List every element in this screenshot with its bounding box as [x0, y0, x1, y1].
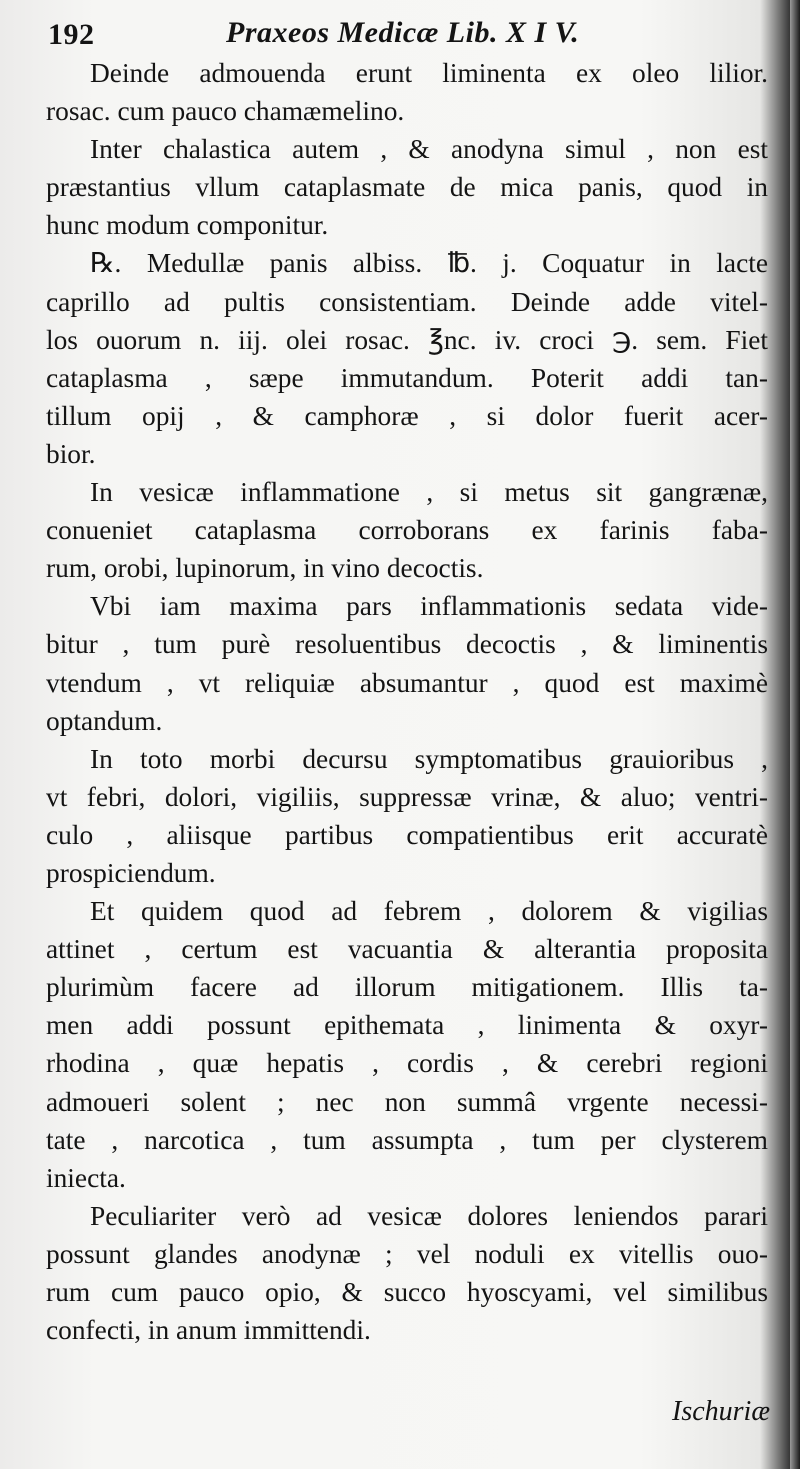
text-line: culo , aliisque partibus compatientibus erit accuratè — [46, 819, 768, 850]
text-line: plurimùm facere ad illorum mitigationem. Illis ta- — [46, 972, 768, 1003]
text-line: Vbi iam maxima pars inflammationis sedata vide- — [90, 591, 768, 622]
text-line: rum cum pauco opio, & succo hyoscyami, vel similibus — [46, 1277, 768, 1307]
text-line: Et quidem quod ad febrem , dolorem & vigilias — [90, 896, 768, 927]
text-line: præstantius vllum cataplasmate de mica panis, quod in — [46, 172, 768, 203]
text-line: conueniet cataplasma corroborans ex farinis faba- — [46, 515, 768, 546]
text-line: Inter chalastica autem , & anodyna simul , non est — [90, 134, 768, 165]
text-line: rum, orobi, lupinorum, in vino decoctis. — [46, 553, 484, 584]
text-line: iniecta. — [46, 1162, 126, 1193]
text-line: In toto morbi decursu symptomatibus grauioribus , — [90, 743, 768, 774]
text-line: vtendum , vt reliquiæ absumantur , quod est maximè — [46, 667, 768, 698]
page-number: 192 — [48, 18, 95, 51]
text-line: hunc modum componitur. — [46, 210, 329, 241]
text-line: men addi possunt epithemata , linimenta & oxyr- — [46, 1010, 768, 1041]
text-line: optandum. — [46, 705, 163, 736]
page-header — [48, 14, 768, 58]
text-line: In vesicæ inflammatione , si metus sit gangrænæ, — [90, 477, 768, 508]
text-line: ℞. Medullæ panis albiss. ℔. j. Coquatur in lacte — [90, 248, 768, 279]
text-line: rosac. cum pauco chamæmelino. — [46, 96, 405, 127]
text-line: possunt glandes anodynæ ; vel noduli ex vitellis ouo- — [46, 1238, 768, 1269]
page-edge-shadow — [790, 0, 800, 1469]
running-title: Praxeos Medicæ Lib. X I V. — [226, 16, 580, 49]
text-line: admoueri solent ; nec non summâ vrgente necessi- — [46, 1086, 768, 1117]
text-line: vt febri, dolori, vigiliis, suppressæ vrinæ, & aluo; ventri- — [46, 781, 768, 812]
text-line: cataplasma , sæpe immutandum. Poterit addi tan- — [46, 362, 768, 393]
catchword: Ischuriæ — [672, 1396, 770, 1427]
text-line: prospiciendum. — [46, 857, 216, 888]
body-text — [46, 54, 768, 1349]
text-line: los ouorum n. iij. olei rosac. ℥nc. iv. croci ℈. sem. Fiet — [46, 324, 768, 355]
text-line: rhodina , quæ hepatis , cordis , & cerebri regioni — [46, 1048, 768, 1079]
text-line: Deinde admouenda erunt liminenta ex oleo lilior. — [90, 58, 768, 88]
text-line: caprillo ad pultis consistentiam. Deinde adde vitel- — [46, 286, 768, 317]
text-line: Peculiariter verò ad vesicæ dolores leniendos parari — [90, 1200, 768, 1231]
text-line: tate , narcotica , tum assumpta , tum per clysterem — [46, 1124, 768, 1155]
text-line: bitur , tum purè resoluentibus decoctis , & liminentis — [46, 629, 768, 660]
text-line: bior. — [46, 438, 96, 469]
text-line: attinet , certum est vacuantia & alterantia proposita — [46, 934, 768, 965]
text-line: confecti, in anum immittendi. — [46, 1315, 371, 1346]
text-line: tillum opij , & camphoræ , si dolor fuerit acer- — [46, 400, 768, 431]
